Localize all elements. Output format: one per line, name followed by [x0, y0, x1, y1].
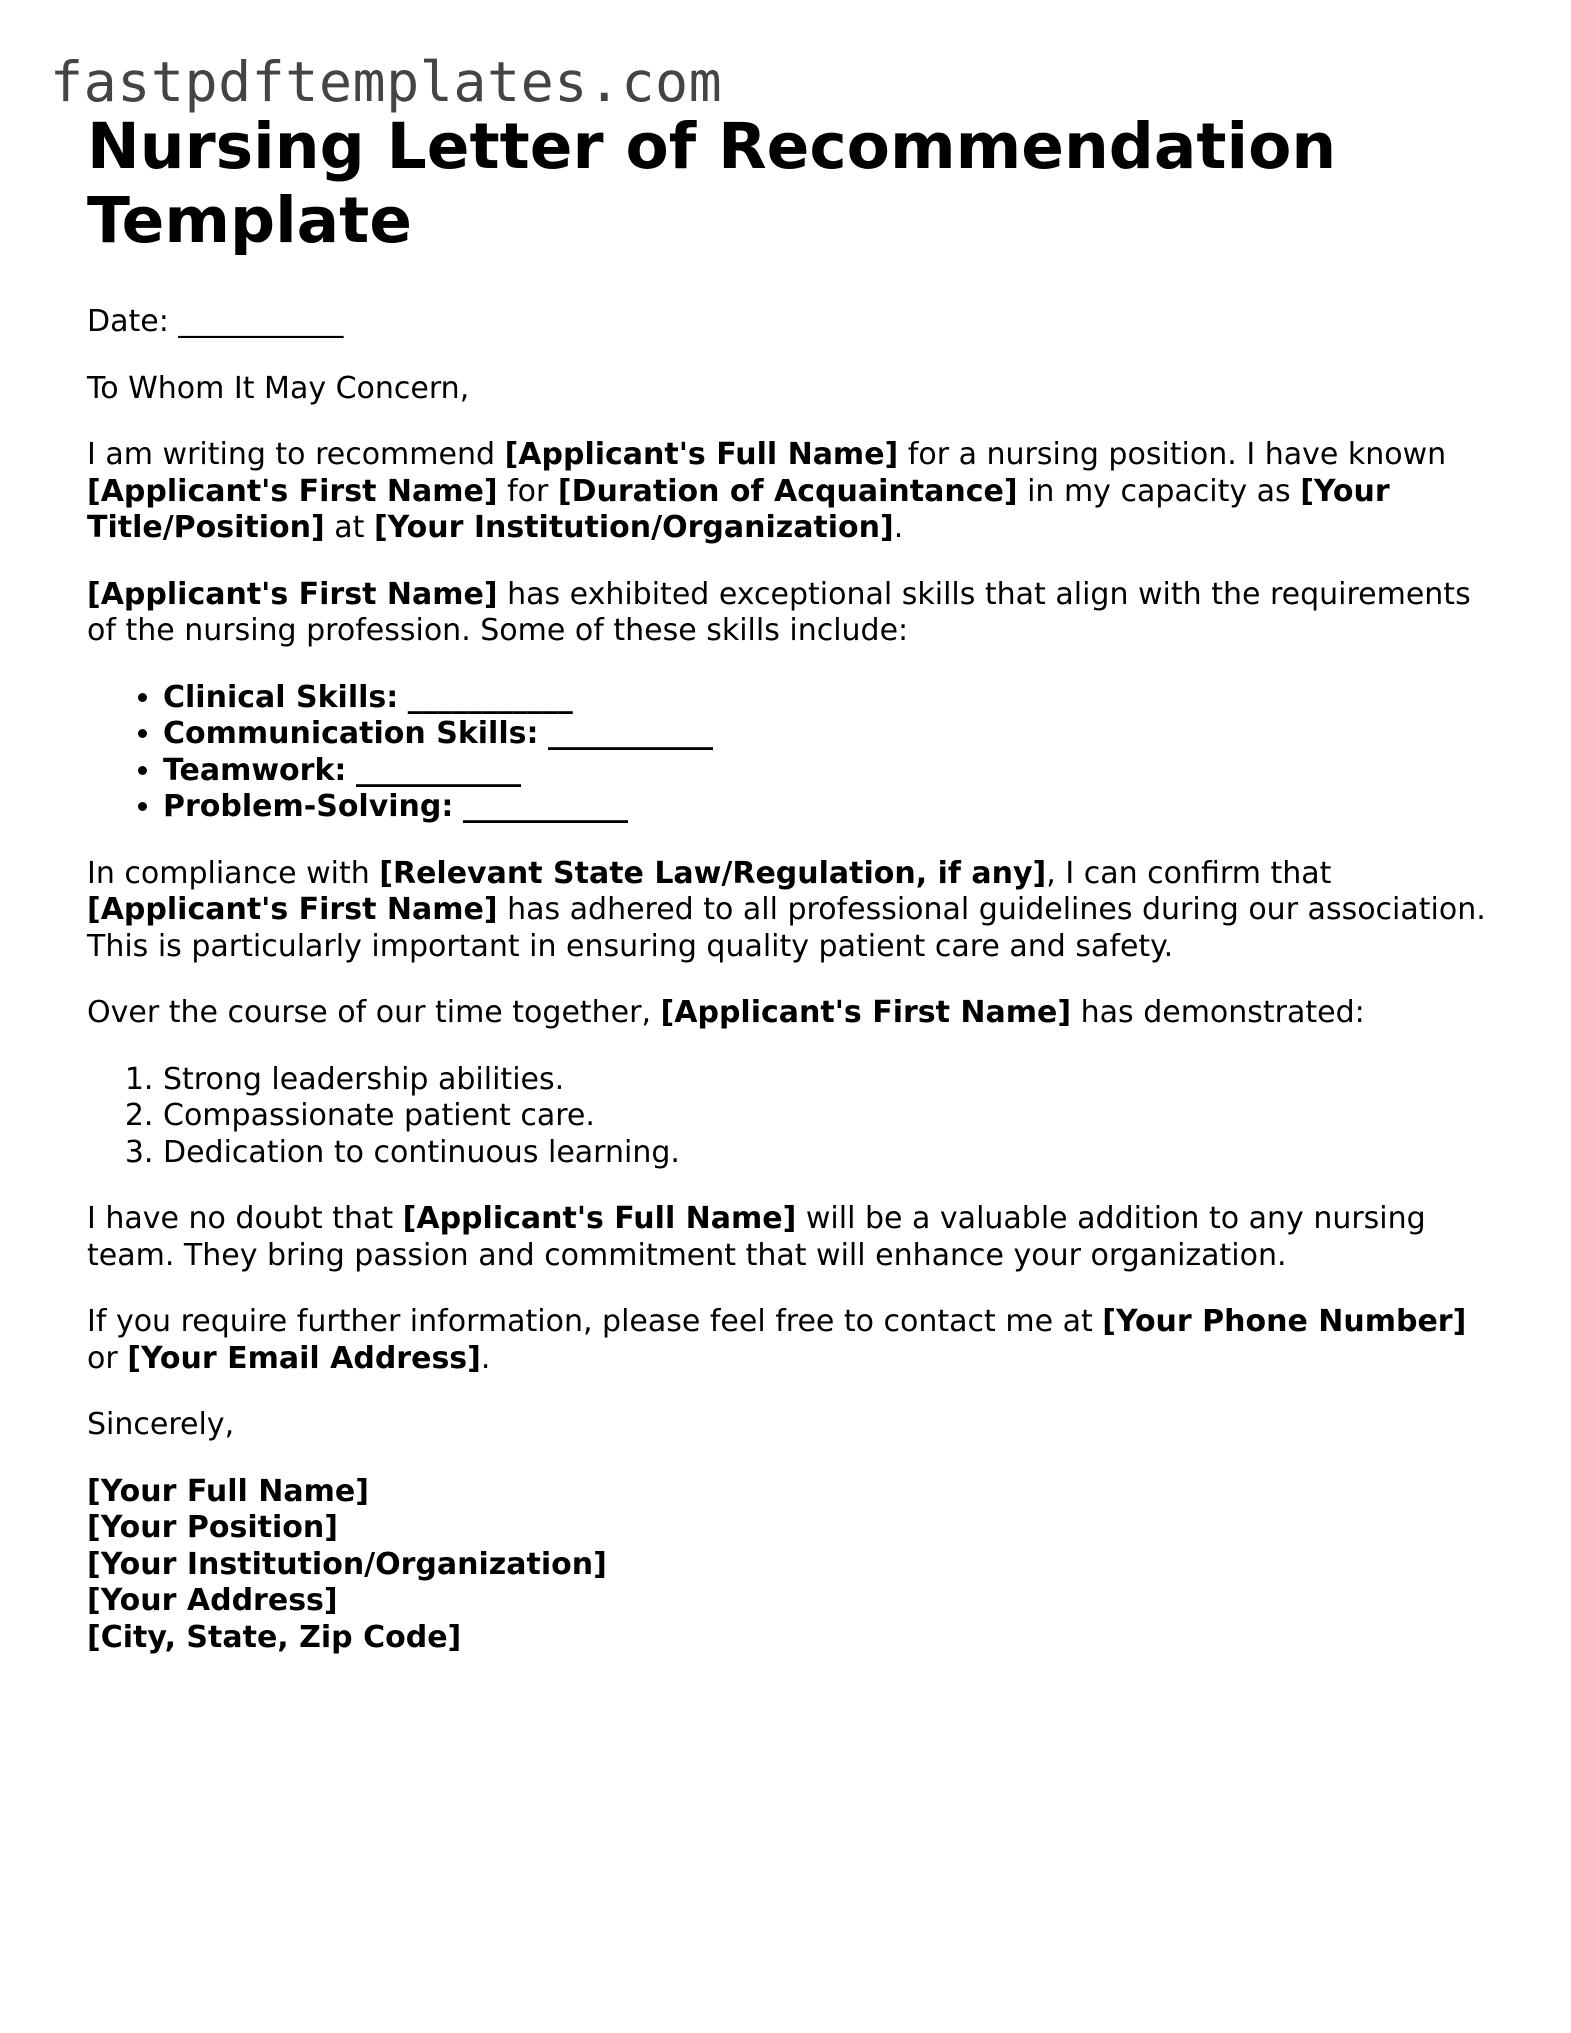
- skills-list: [87, 680, 1487, 826]
- demonstrated-text: has demonstrated:: [1071, 995, 1365, 1030]
- skill-blank: ___________: [355, 752, 521, 788]
- closing-paragraph: [87, 1201, 1487, 1274]
- placeholder-title-position: [Your Title/Position]: [87, 473, 1390, 545]
- date-label: Date:: [87, 304, 169, 339]
- greeting: To Whom It May Concern,: [87, 370, 470, 406]
- intro-text: .: [893, 510, 904, 545]
- skill-blank: ___________: [548, 716, 714, 751]
- date-line: [87, 304, 1487, 341]
- placeholder-institution: [Your Institution/Organization]: [373, 510, 894, 545]
- skill-label: Clinical Skills:: [163, 679, 399, 715]
- contact-text: .: [480, 1340, 491, 1376]
- closing-text: I have no doubt that: [87, 1201, 403, 1236]
- placeholder-applicant-full-name: [Applicant's Full Name]: [504, 437, 899, 472]
- intro-text: for a nursing position. I have known: [898, 437, 1447, 472]
- skill-label: Problem-Solving:: [163, 789, 454, 824]
- skill-blank: ___________: [462, 789, 628, 824]
- list-item: [163, 716, 1487, 753]
- demonstrated-text: Over the course of our time together,: [87, 995, 661, 1030]
- skills-intro-text: has exhibited exceptional skills that align with the requirements of the nursing profession. Some of these skills include:: [87, 576, 1471, 648]
- placeholder-applicant-first-name: [Applicant's First Name]: [87, 892, 498, 927]
- qualities-list: [87, 1062, 1487, 1172]
- intro-paragraph: [87, 437, 1487, 547]
- skill-blank: ___________: [407, 679, 573, 715]
- placeholder-state-law: [Relevant State Law/Regulation, if any]: [379, 855, 1047, 891]
- intro-text: I am writing to recommend: [87, 437, 505, 472]
- signature-block: [87, 1474, 1487, 1657]
- compliance-text: has adhered to all professional guidelines during our association. This is particularly important in ensuring quality patient care and safety.: [87, 892, 1486, 964]
- placeholder-email: [Your Email Address]: [127, 1340, 481, 1376]
- skill-label: Communication Skills:: [163, 716, 539, 751]
- list-item: [163, 789, 1487, 826]
- watermark: fastpdftemplates.com: [50, 50, 723, 114]
- closing-text: will be a valuable addition to any nursing team. They bring passion and commitment that will enhance your organization.: [87, 1201, 1426, 1273]
- placeholder-applicant-first-name: [Applicant's First Name]: [660, 995, 1072, 1030]
- skills-intro-paragraph: [87, 577, 1487, 650]
- signature-line: [City, State, Zip Code]: [87, 1619, 462, 1655]
- contact-text: If you require further information, please feel free to contact me at: [87, 1304, 1103, 1339]
- list-item: 3. Dedication to continuous learning.: [163, 1135, 1487, 1172]
- compliance-text: , I can confirm that: [1046, 855, 1332, 891]
- intro-text: at: [324, 510, 374, 545]
- document-page: [87, 110, 1487, 1656]
- list-item: [163, 680, 1487, 717]
- intro-text: in my capacity as: [1017, 473, 1301, 509]
- compliance-paragraph: [87, 856, 1487, 966]
- list-item: 1. Strong leadership abilities.: [163, 1062, 1487, 1099]
- list-item: [163, 753, 1487, 790]
- placeholder-applicant-full-name: [Applicant's Full Name]: [402, 1201, 797, 1236]
- signature-line: [Your Full Name]: [87, 1473, 369, 1509]
- compliance-text: In compliance with: [87, 855, 380, 891]
- skill-label: Teamwork:: [163, 752, 347, 788]
- signature-line: [Your Address]: [87, 1583, 338, 1618]
- placeholder-applicant-first-name: [Applicant's First Name]: [87, 576, 498, 612]
- placeholder-duration: [Duration of Acquaintance]: [557, 473, 1018, 509]
- intro-text: for: [497, 473, 558, 509]
- letter-body: [87, 304, 1487, 1656]
- date-blank: ___________: [178, 304, 344, 339]
- document-title: Nursing Letter of Recommendation Template: [87, 110, 1337, 257]
- signature-line: [Your Institution/Organization]: [87, 1546, 607, 1582]
- contact-text: or: [87, 1340, 128, 1376]
- demonstrated-paragraph: [87, 995, 1487, 1032]
- placeholder-applicant-first-name: [Applicant's First Name]: [87, 473, 498, 509]
- placeholder-phone: [Your Phone Number]: [1102, 1304, 1467, 1339]
- signoff: Sincerely,: [87, 1407, 235, 1442]
- signature-line: [Your Position]: [87, 1510, 338, 1545]
- list-item: 2. Compassionate patient care.: [163, 1098, 1487, 1135]
- contact-paragraph: [87, 1304, 1487, 1377]
